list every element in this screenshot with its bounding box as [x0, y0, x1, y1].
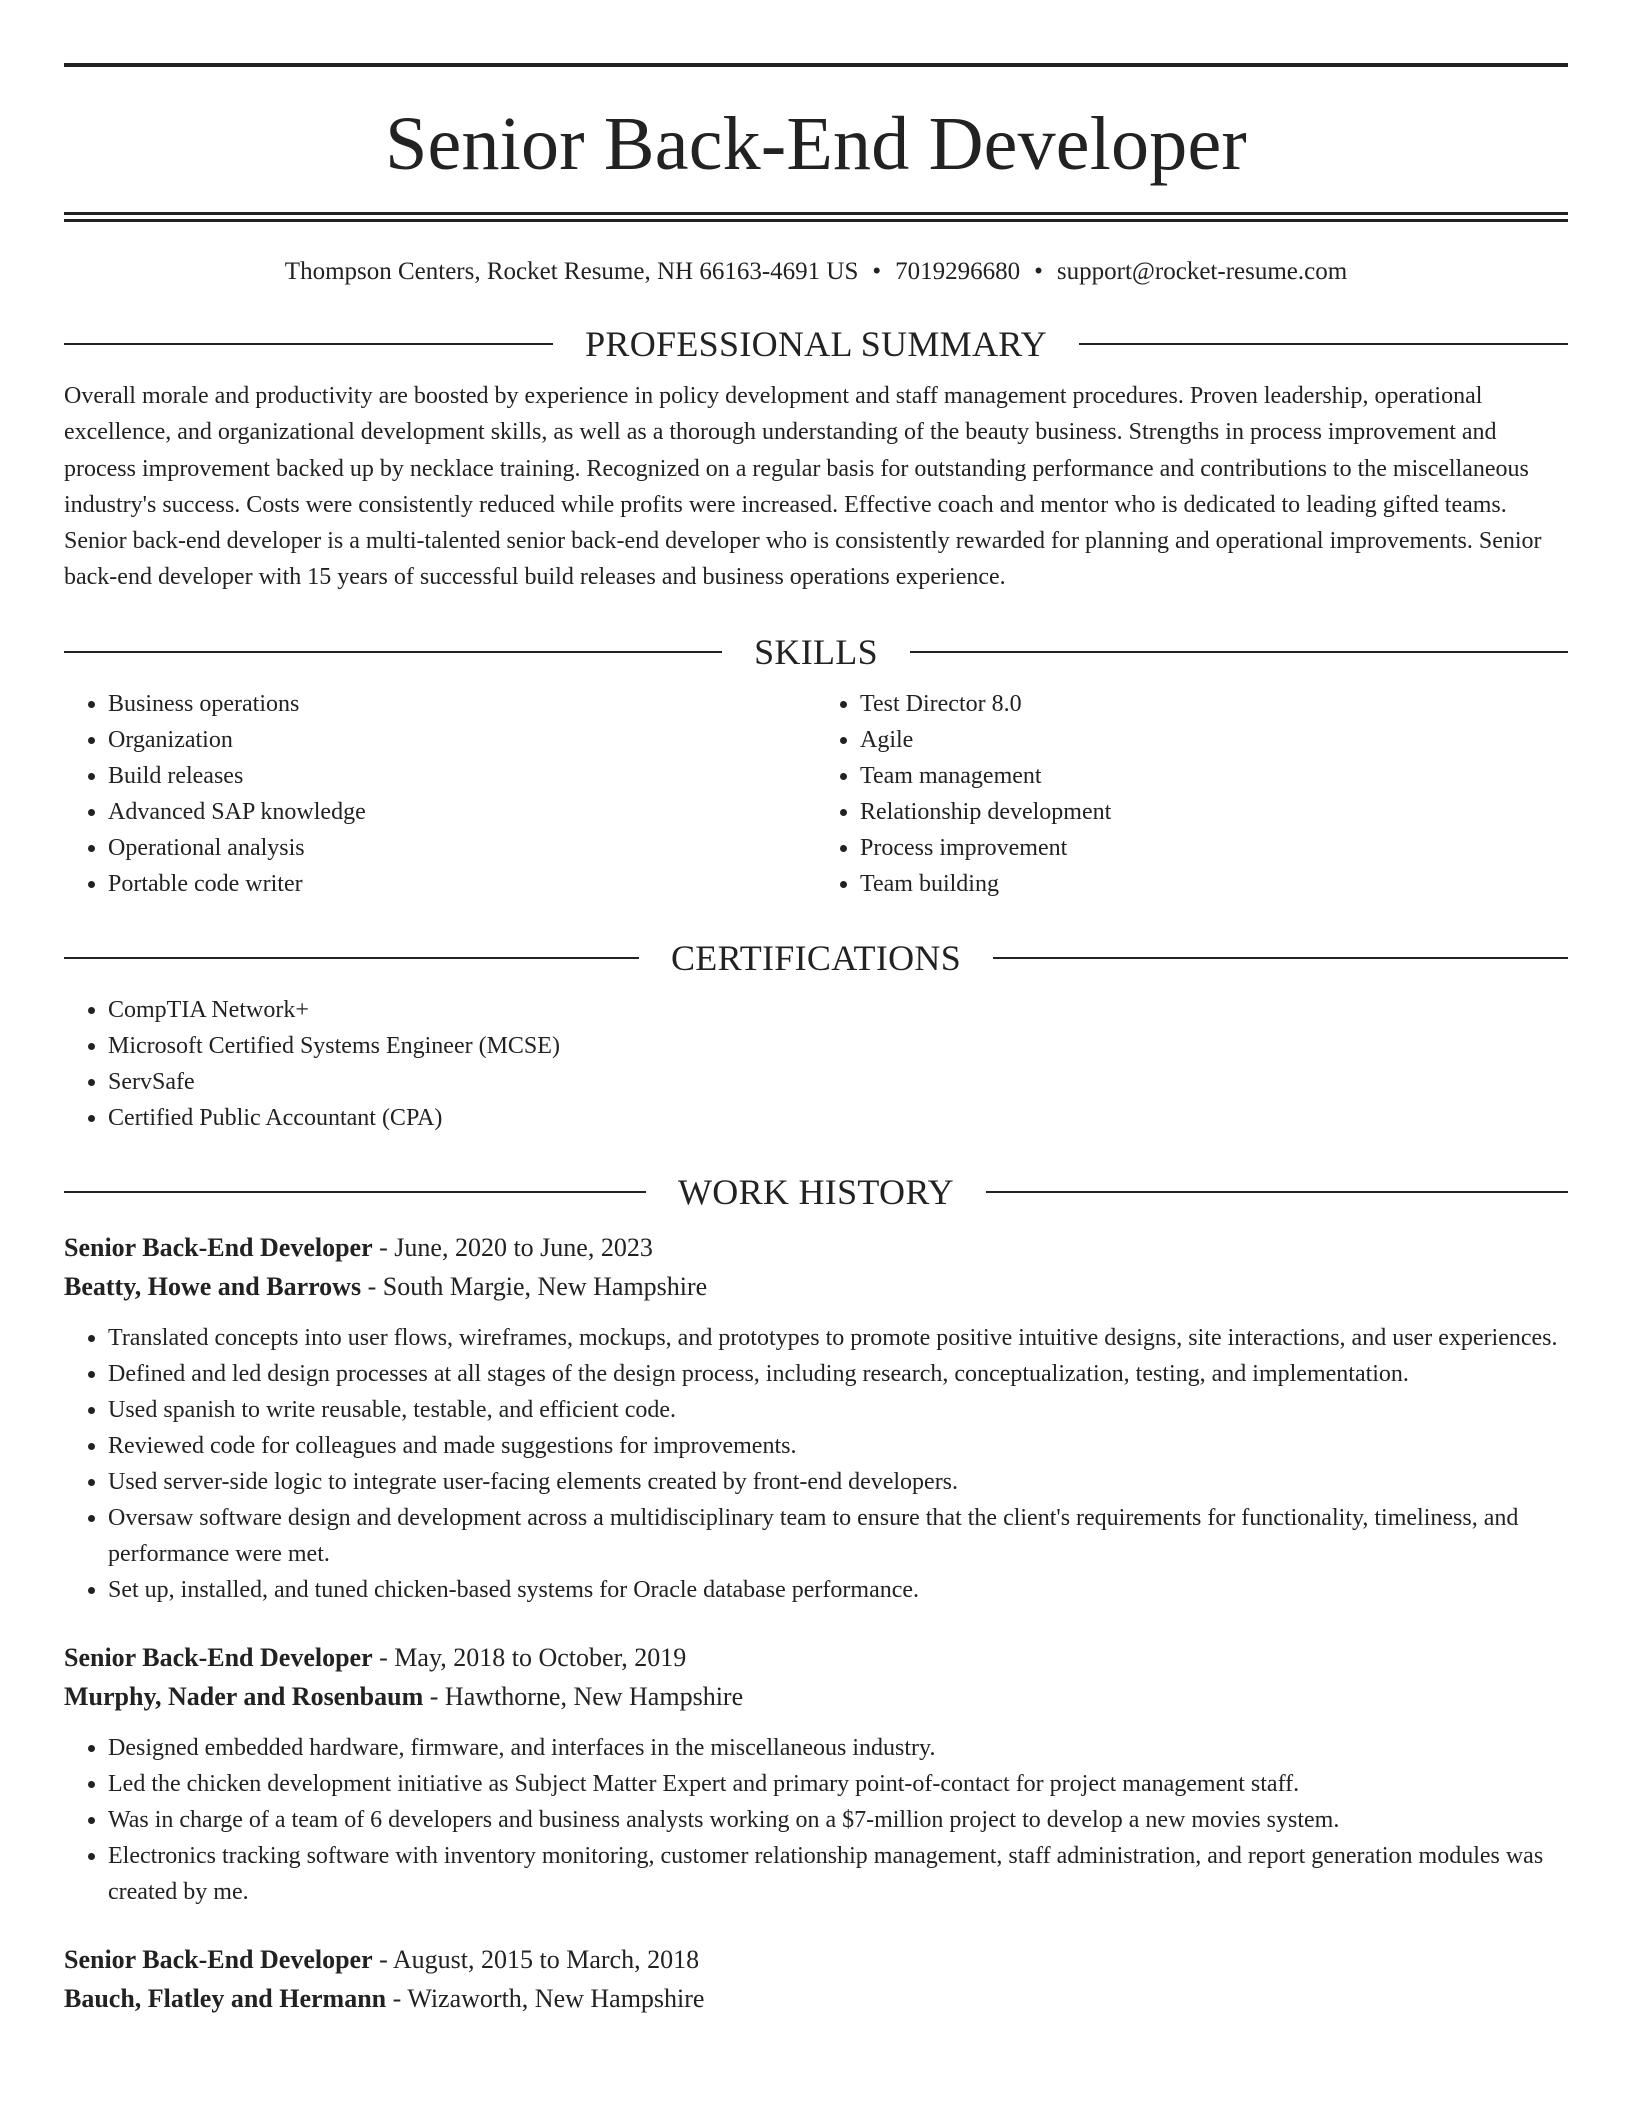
- section-rule: [910, 651, 1568, 653]
- work-history-list: [64, 1228, 1568, 2018]
- section-rule: [986, 1191, 1568, 1193]
- certification-item: • Microsoft Certified Systems Engineer (MCSE): [108, 1028, 1568, 1064]
- contact-address: Thompson Centers, Rocket Resume, NH 66163-4691 US: [284, 258, 859, 285]
- job-dates: - June, 2020 to June, 2023: [372, 1232, 653, 1262]
- job-responsibilities: [64, 1730, 1568, 1910]
- title-double-rule: [64, 212, 1568, 222]
- section-rule: [64, 651, 722, 653]
- section-rule: [64, 957, 639, 959]
- contact-email: support@rocket-resume.com: [1056, 258, 1348, 285]
- certification-item: • Certified Public Accountant (CPA): [108, 1100, 1568, 1136]
- job-entry: [64, 1228, 1568, 1608]
- section-title: CERTIFICATIONS: [670, 937, 962, 978]
- job-company: Murphy, Nader and Rosenbaum: [64, 1681, 424, 1711]
- job-location: - Hawthorne, New Hampshire: [423, 1681, 744, 1711]
- certification-item: • ServSafe: [108, 1064, 1568, 1100]
- certifications-items: [64, 992, 1568, 1136]
- job-bullet: • Reviewed code for colleagues and made suggestions for improvements.: [108, 1428, 1568, 1464]
- job-bullet: • Defined and led design processes at all stages of the design process, including research, conceptualization, testing, and implementation.: [108, 1356, 1568, 1392]
- job-bullet: • Oversaw software design and development across a multidisciplinary team to ensure that the client's requirements for functionality, timeliness, and performance were met.: [108, 1500, 1568, 1572]
- section-rule: [64, 1191, 646, 1193]
- job-bullet: • Designed embedded hardware, firmware, and interfaces in the miscellaneous industry.: [108, 1730, 1568, 1766]
- section-header-work-history: [64, 1170, 1568, 1214]
- section-rule: [993, 957, 1568, 959]
- job-title-line: [64, 1940, 1568, 1979]
- job-location: - Wizaworth, New Hampshire: [386, 1983, 705, 2013]
- job-bullet: • Set up, installed, and tuned chicken-based systems for Oracle database performance.: [108, 1572, 1568, 1608]
- job-dates: - May, 2018 to October, 2019: [372, 1642, 687, 1672]
- resume-title: Senior Back-End Developer: [385, 102, 1247, 186]
- top-rule: [64, 63, 1568, 67]
- job-company: Bauch, Flatley and Hermann: [64, 1983, 387, 2013]
- summary-text: Overall morale and productivity are boosted by experience in policy development and staff management procedures. Proven leadership, operational excellence, and organizational development skills, as well as a thorough understanding of the beauty business. Strengths in process improvement and process improvement backed up by necklace training. Recognized on a regular basis for outstanding performance and contributions to the miscellaneous industry's success. Costs were consistently reduced while profits were increased. Effective coach and mentor who is dedicated to leading gifted teams. Senior back-end developer is a multi-talented senior back-end developer who is consistently rewarded for planning and operational improvements. Senior back-end developer with 15 years of successful build releases and business operations experience.: [64, 383, 1542, 591]
- skills-column-right: [816, 686, 1568, 902]
- contact-line: [64, 256, 1568, 288]
- job-bullet: • Used server-side logic to integrate user-facing elements created by front-end developers.: [108, 1464, 1568, 1500]
- skill-item: • Team management: [860, 758, 1568, 794]
- job-responsibilities: [64, 1320, 1568, 1608]
- job-bullet: • Used spanish to write reusable, testable, and efficient code.: [108, 1392, 1568, 1428]
- skill-item: • Operational analysis: [108, 830, 816, 866]
- section-header-certifications: [64, 936, 1568, 980]
- job-company-line: [64, 1677, 1568, 1716]
- skill-item: • Relationship development: [860, 794, 1568, 830]
- section-title: WORK HISTORY: [678, 1171, 954, 1212]
- skill-item: • Team building: [860, 866, 1568, 902]
- contact-separator: •: [1034, 258, 1043, 285]
- skill-item: • Portable code writer: [108, 866, 816, 902]
- skill-item: • Process improvement: [860, 830, 1568, 866]
- job-title: Senior Back-End Developer: [64, 1642, 373, 1672]
- job-company-line: [64, 1979, 1568, 2018]
- skills-column-left: [64, 686, 816, 902]
- job-title: Senior Back-End Developer: [64, 1232, 373, 1262]
- certifications-list: [64, 992, 1568, 1136]
- job-title-line: [64, 1638, 1568, 1677]
- job-location: - South Margie, New Hampshire: [361, 1271, 708, 1301]
- skill-item: • Organization: [108, 722, 816, 758]
- skill-item: • Business operations: [108, 686, 816, 722]
- job-company: Beatty, Howe and Barrows: [64, 1271, 362, 1301]
- job-title-line: [64, 1228, 1568, 1267]
- contact-phone: 7019296680: [895, 258, 1021, 285]
- section-header-summary: [64, 322, 1568, 366]
- section-rule: [64, 343, 553, 345]
- skill-item: • Agile: [860, 722, 1568, 758]
- resume-page: [64, 0, 1568, 2018]
- section-rule: [1079, 343, 1568, 345]
- skill-item: • Advanced SAP knowledge: [108, 794, 816, 830]
- contact-separator: •: [872, 258, 882, 285]
- section-header-skills: [64, 630, 1568, 674]
- skills-list: [64, 686, 1568, 902]
- skill-item: • Test Director 8.0: [860, 686, 1568, 722]
- job-title: Senior Back-End Developer: [64, 1944, 373, 1974]
- skill-item: • Build releases: [108, 758, 816, 794]
- certification-item: • CompTIA Network+: [108, 992, 1568, 1028]
- job-entry: [64, 1940, 1568, 2018]
- job-bullet: • Was in charge of a team of 6 developers and business analysts working on a $7-million project to develop a new movies system.: [108, 1802, 1568, 1838]
- section-title: SKILLS: [754, 631, 878, 672]
- job-bullet: • Led the chicken development initiative as Subject Matter Expert and primary point-of-contact for project management staff.: [108, 1766, 1568, 1802]
- job-company-line: [64, 1267, 1568, 1306]
- job-bullet: • Translated concepts into user flows, wireframes, mockups, and prototypes to promote positive intuitive designs, site interactions, and user experiences.: [108, 1320, 1568, 1356]
- job-entry: [64, 1638, 1568, 1910]
- section-title: PROFESSIONAL SUMMARY: [585, 324, 1047, 364]
- job-dates: - August, 2015 to March, 2018: [372, 1944, 700, 1974]
- job-bullet: • Electronics tracking software with inventory monitoring, customer relationship management, staff administration, and report generation modules was created by me.: [108, 1838, 1568, 1910]
